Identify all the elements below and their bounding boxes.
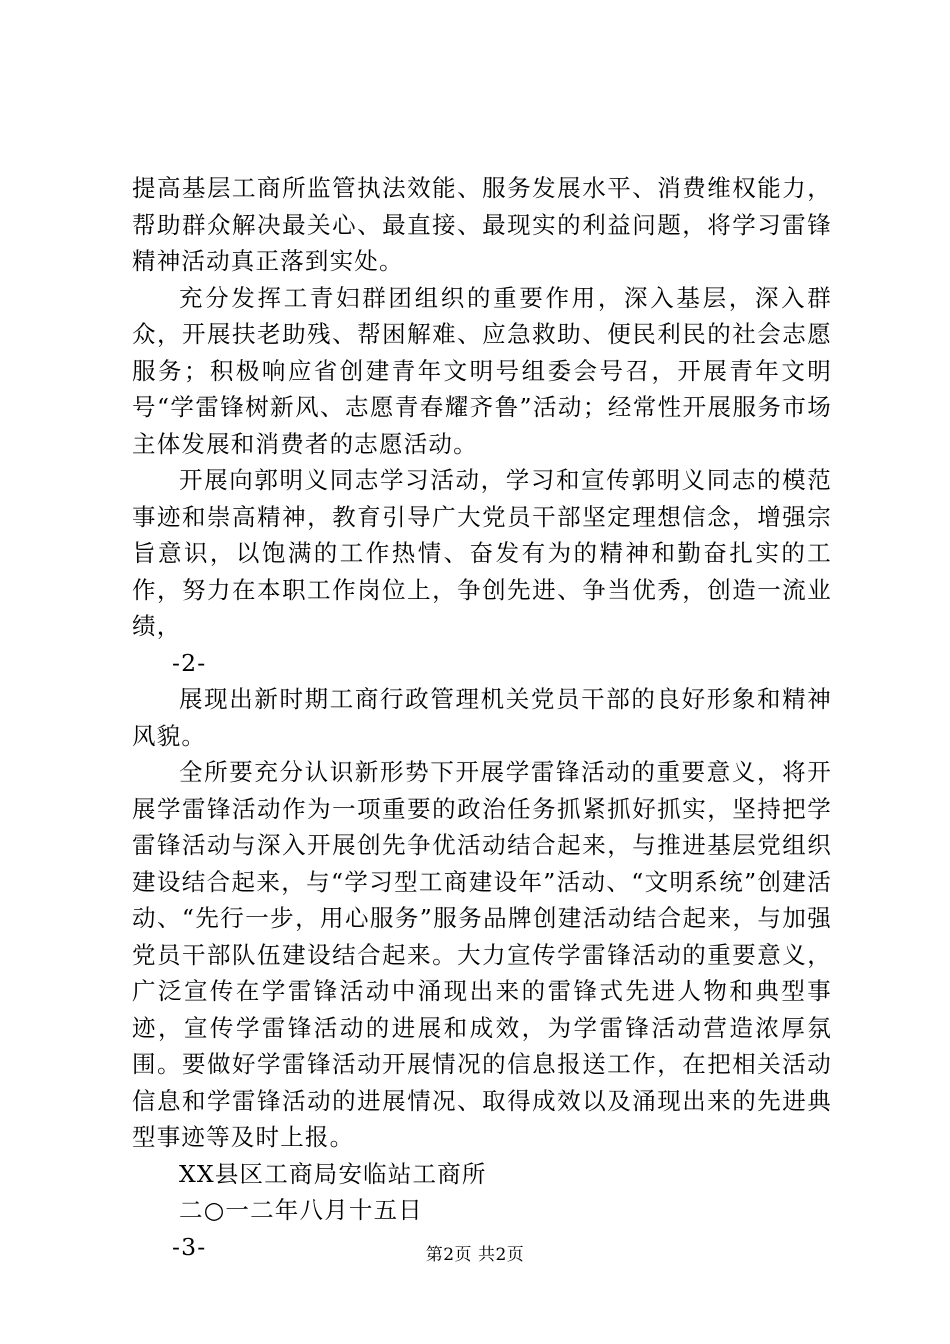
signature-organization: XX县区工商局安临站工商所 (179, 1159, 487, 1188)
paragraph-guo-mingyi: 开展向郭明义同志学习活动，学习和宣传郭明义同志的模范事迹和崇高精神，教育引导广大党员干部坚定理想信念，增强宗旨意识，以饱满的工作热情、奋发有为的精神和勤奋扎实的工作，努力在本职工作岗位上，争创先进、争当优秀，创造一流业绩， (132, 466, 832, 640)
page-marker-3: -3- (172, 1232, 207, 1261)
document-body (132, 170, 832, 1265)
page-footer: 第2页 共2页 (425, 1245, 525, 1265)
paragraph-image: 展现出新时期工商行政管理机关党员干部的良好形象和精神风貌。 (132, 685, 832, 750)
paragraph-continuation: 提高基层工商所监管执法效能、服务发展水平、消费维权能力，帮助群众解决最关心、最直接、最现实的利益问题，将学习雷锋精神活动真正落到实处。 (132, 174, 832, 275)
paragraph-significance: 全所要充分认识新形势下开展学雷锋活动的重要意义，将开展学雷锋活动作为一项重要的政治任务抓紧抓好抓实，坚持把学雷锋活动与深入开展创先争优活动结合起来，与推进基层党组织建设结合起来，与“学习型工商建设年”活动、“文明系统”创建活动、“先行一步，用心服务”服务品牌创建活动结合起来，与加强党员干部队伍建设结合起来。大力宣传学雷锋活动的重要意义，广泛宣传在学雷锋活动中涌现出来的雷锋式先进人物和典型事迹，宣传学雷锋活动的进展和成效，为学雷锋活动营造浓厚氛围。要做好学雷锋活动开展情况的信息报送工作，在把相关活动信息和学雷锋活动的进展情况、取得成效以及涌现出来的先进典型事迹等及时上报。 (132, 758, 832, 1151)
paragraph-volunteer-service: 充分发挥工青妇群团组织的重要作用，深入基层，深入群众，开展扶老助残、帮困解难、应急救助、便民利民的社会志愿服务；积极响应省创建青年文明号组委会号召，开展青年文明号“学雷锋树新风、志愿青春耀齐鲁”活动；经常性开展服务市场主体发展和消费者的志愿活动。 (132, 283, 832, 458)
page-marker-2: -2- (172, 648, 207, 677)
signature-date: 二○一二年八月十五日 (179, 1196, 424, 1224)
